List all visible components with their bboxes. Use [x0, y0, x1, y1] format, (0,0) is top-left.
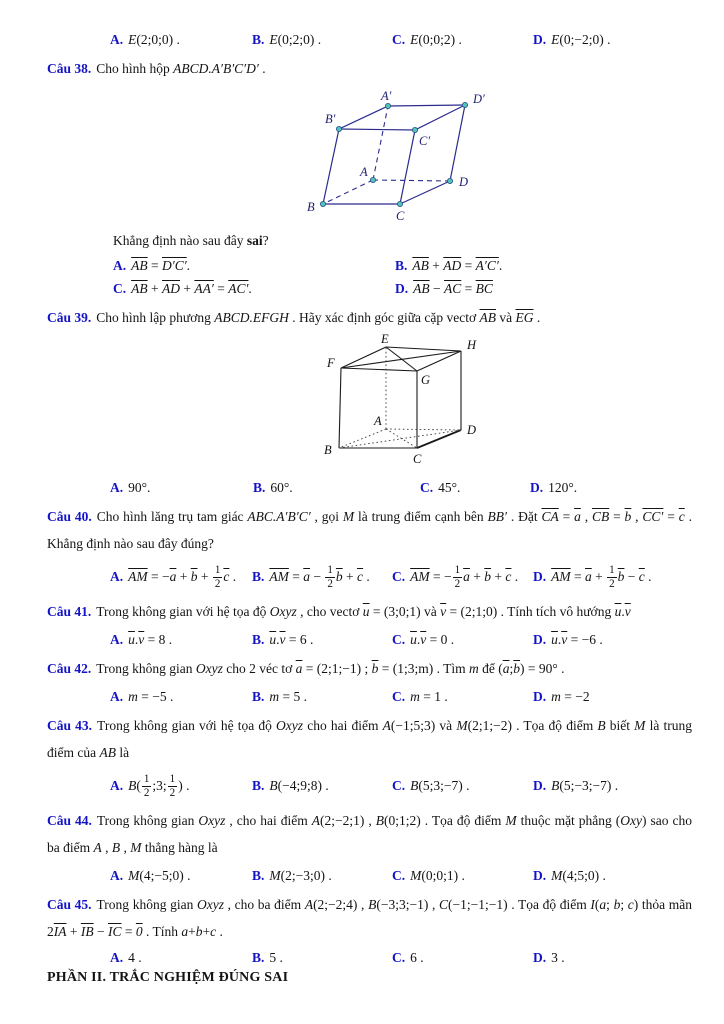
cube-solid-edges — [339, 347, 461, 448]
question-40-options — [110, 564, 692, 590]
question-44 — [47, 807, 692, 861]
question-41 — [47, 598, 692, 625]
option-c — [392, 864, 533, 888]
option-b — [252, 777, 392, 796]
question-43-label: Câu 43. — [47, 718, 93, 734]
option-letter: A. — [110, 777, 124, 793]
option-b — [252, 564, 392, 590]
option-b — [252, 628, 392, 652]
option-letter: B. — [395, 258, 408, 274]
option-letter: B. — [252, 568, 265, 584]
option-d — [533, 777, 692, 796]
option-c — [392, 564, 533, 590]
option-letter: C. — [420, 480, 434, 496]
question-41-text: Trong không gian với hệ tọa độ Oxyz , cho vectơ $\overline{u}$ = (3;0;1) và $\overline{v}$ = (2;1;0) . Tính tích vô hướng $\overline{u}.\overline{v}$ — [96, 603, 631, 619]
option-letter: C. — [392, 689, 406, 705]
option-value: $\overline{AM} = -\overline{a} + \overline{b}$ + $\frac{1}{2}$ $\overline{c}$ . — [128, 564, 237, 591]
question-38-options-row2 — [113, 278, 692, 301]
vertex-label-f: F — [327, 356, 335, 371]
option-letter: D. — [533, 631, 547, 647]
option-value: B(−4;9;8) . — [269, 778, 329, 794]
option-letter: B. — [252, 689, 265, 705]
option-c — [392, 777, 533, 796]
option-value: E(0;0;2) . — [410, 32, 462, 47]
option-letter: B. — [253, 480, 266, 496]
option-a — [110, 628, 252, 652]
question-43-text: Trong không gian với hệ tọa độ Oxyz cho hai điểm A(−1;5;3) và M(2;1;−2) . Tọa độ điểm B biết M là trung điểm của AB là — [47, 718, 692, 761]
option-value: $\overline{u}.\overline{v} = -6$ . — [551, 631, 603, 647]
vertex-label-g: G — [421, 373, 431, 388]
option-value: $\overline{AB} = D'C'$. — [131, 258, 191, 274]
option-d — [533, 948, 692, 968]
answer-row-e — [110, 28, 692, 52]
option-value: m = 5 . — [269, 689, 308, 705]
parallelepiped-solid-edges — [323, 105, 465, 204]
option-value: B( $\frac{1}{2}$ ;3; $\frac{1}{2}$ ) . — [128, 773, 190, 800]
vertex-label-a: A — [374, 414, 382, 429]
question-38-label: Câu 38. — [47, 61, 92, 77]
option-letter: C. — [392, 778, 406, 794]
option-letter: A. — [110, 480, 124, 496]
question-38-subtext: Khẳng định nào sau đây sai? — [113, 233, 269, 249]
option-b — [252, 948, 392, 968]
option-value: $\overline{AM} = \overline{a}$ + $\frac{1}{2}$ $\overline{b} - \overline{c}$ . — [551, 564, 652, 591]
option-letter: C. — [392, 631, 406, 647]
option-c — [392, 948, 533, 968]
option-letter: C. — [392, 568, 406, 584]
option-letter: A. — [113, 258, 127, 274]
option-b — [253, 476, 420, 500]
option-letter: D. — [533, 32, 547, 47]
option-c — [113, 278, 395, 301]
vertex-label-c: C — [396, 209, 405, 224]
option-d — [533, 564, 692, 590]
option-letter: D. — [533, 950, 547, 966]
question-38-options-row1 — [113, 255, 692, 278]
option-value: $\overline{u}.\overline{v} = 0$ . — [410, 631, 455, 647]
option-value: $\overline{AB} - \overline{AC} = \overline{BC}$ — [413, 281, 493, 297]
option-letter: A. — [110, 568, 124, 584]
question-40 — [47, 503, 692, 557]
option-letter: A. — [110, 32, 124, 47]
option-d — [395, 278, 692, 301]
question-44-text: Trong không gian Oxyz , cho hai điểm A(2;−2;1) , B(0;1;2) . Tọa độ điểm M thuộc mặt phẳng (Oxy) sao cho ba điểm A , B , M thẳng hàng là — [47, 812, 693, 855]
question-43 — [47, 712, 692, 766]
option-value: E(0;2;0) . — [269, 32, 322, 47]
option-letter: A. — [110, 950, 124, 966]
option-value: 6 . — [410, 950, 424, 966]
option-value: M(4;5;0) . — [551, 867, 606, 883]
option-letter: B. — [252, 867, 265, 883]
option-value: $\overline{u}.\overline{v} = 6$ . — [269, 631, 314, 647]
option-value: 45°. — [438, 480, 461, 496]
option-d — [533, 864, 692, 888]
option-a — [110, 773, 252, 799]
vertex-label-d: D — [467, 423, 477, 438]
vertex-label-c: C — [413, 452, 422, 467]
figure-parallelepiped — [303, 90, 501, 224]
parallelepiped-vertex-dots — [320, 103, 467, 207]
option-value: $\overline{u}.\overline{v} = 8$ . — [128, 631, 173, 647]
figure-cube-wrap — [315, 334, 692, 474]
option-value: m = 1 . — [410, 689, 448, 705]
figure-cube — [315, 334, 487, 470]
question-38 — [47, 55, 692, 82]
option-b — [252, 864, 392, 888]
question-41-options — [110, 628, 692, 652]
vertex-label-d: D — [459, 175, 469, 190]
option-b — [395, 255, 692, 278]
question-45 — [47, 891, 692, 945]
question-42-text: Trong không gian Oxyz cho 2 véc tơ $\overline{a}$ = (2;1;−1) ; $\overline{b}$ = (1;3;m) . Tìm m để $(\overline{a};\overline{b}) = 90^\circ$ . — [96, 661, 565, 677]
option-letter: B. — [252, 631, 265, 647]
option-a — [110, 864, 252, 888]
question-43-options — [110, 773, 692, 799]
option-letter: A. — [110, 867, 124, 883]
vertex-label-d-prime: D′ — [473, 92, 485, 107]
option-letter: C. — [392, 950, 406, 966]
option-c — [392, 628, 533, 652]
question-39-label: Câu 39. — [47, 310, 92, 326]
vertex-label-c-prime: C′ — [419, 134, 431, 149]
vertex-label-e: E — [381, 334, 389, 347]
option-a — [110, 564, 252, 590]
vertex-label-a: A — [360, 165, 368, 180]
option-value: 90°. — [128, 480, 151, 496]
option-b — [252, 685, 392, 709]
option-letter: D. — [530, 480, 544, 496]
vertex-label-h: H — [467, 338, 477, 353]
option-b — [252, 28, 392, 52]
question-42-options — [110, 685, 692, 709]
question-42 — [47, 655, 692, 682]
question-40-text: Cho hình lăng trụ tam giác ABC.A′B′C′ , gọi M là trung điểm cạnh bên BB′ . Đặt $\overline{CA} = \overline{a}$ , $\overline{CB} = \overline{b}$ , $CC' = \overline{c}$ . Khẳng định nào sau đây đúng? — [47, 509, 692, 552]
option-a — [110, 948, 252, 968]
question-39-text: Cho hình lập phương ABCD.EFGH . Hãy xác định góc giữa cặp vectơ $\overline{AB}$ và $\overline{EG}$ . — [96, 310, 541, 326]
option-value: $\overline{AM} = \overline{a}$ − $\frac{1}{2}$ $\overline{b} + \overline{c}$ . — [269, 564, 370, 591]
option-value: m = −2 — [551, 689, 590, 705]
question-40-label: Câu 40. — [47, 509, 92, 525]
option-value: M(0;0;1) . — [410, 867, 465, 883]
question-42-label: Câu 42. — [47, 661, 92, 677]
question-39 — [47, 304, 692, 331]
option-a — [113, 255, 395, 278]
option-letter: A. — [110, 689, 124, 705]
vertex-label-b: B — [324, 443, 332, 458]
option-value: 3 . — [551, 950, 565, 966]
option-a — [110, 28, 252, 52]
option-value: $\overline{AB} + \overline{AD} + AA' = AC'$. — [131, 281, 252, 297]
option-letter: D. — [533, 867, 547, 883]
cube-edge-cd — [417, 430, 461, 448]
option-d — [530, 476, 692, 500]
option-letter: D. — [533, 689, 547, 705]
option-value: B(5;3;−7) . — [410, 778, 470, 794]
option-value: M(4;−5;0) . — [128, 867, 191, 883]
question-45-label: Câu 45. — [47, 897, 92, 913]
question-41-label: Câu 41. — [47, 603, 92, 619]
option-letter: D. — [395, 281, 409, 297]
question-38-text: Cho hình hộp ABCD.A′B′C′D′ . — [96, 61, 266, 77]
option-value: 5 . — [269, 950, 283, 966]
option-letter: C. — [392, 867, 406, 883]
option-d — [533, 628, 692, 652]
option-value: $\overline{AM}$ = − $\frac{1}{2}$ $\overline{a} + \overline{b} + \overline{c}$ . — [410, 564, 519, 591]
option-value: m = −5 . — [128, 689, 174, 705]
option-value: E(0;−2;0) . — [551, 32, 611, 47]
option-letter: B. — [252, 950, 265, 966]
question-44-label: Câu 44. — [47, 812, 92, 828]
cube-hidden-edges — [339, 347, 461, 448]
option-letter: C. — [113, 281, 127, 297]
question-44-options — [110, 864, 692, 888]
option-c — [392, 28, 533, 52]
option-d — [533, 28, 692, 52]
option-value: $\overline{AB} + \overline{AD} = A'C'$. — [412, 258, 503, 274]
figure-parallelepiped-wrap — [303, 90, 692, 228]
section-2-heading: PHẦN II. TRẮC NGHIỆM ĐÚNG SAI — [47, 970, 289, 986]
option-value: 120°. — [548, 480, 578, 496]
option-c — [392, 685, 533, 709]
option-value: B(5;−3;−7) . — [551, 778, 619, 794]
option-value: 4 . — [128, 950, 142, 966]
option-letter: C. — [392, 32, 406, 47]
option-letter: D. — [533, 778, 547, 794]
option-letter: B. — [252, 32, 265, 47]
option-value: M(2;−3;0) . — [269, 867, 332, 883]
vertex-label-b-prime: B′ — [325, 112, 336, 127]
option-value: E(2;0;0) . — [128, 32, 180, 47]
question-45-text: Trong không gian Oxyz , cho ba điểm A(2;−2;4) , B(−3;3;−1) , C(−1;−1;−1) . Tọa độ điểm I(a; b; c) thỏa mãn $2\overline{IA} + \overline{IB} - \overline{IC} = 0$ . Tính a+b+c . — [47, 897, 693, 940]
option-d — [533, 685, 692, 709]
option-a — [110, 685, 252, 709]
vertex-label-b: B — [307, 200, 315, 215]
option-letter: A. — [110, 631, 124, 647]
option-letter: B. — [252, 778, 265, 794]
question-39-options — [110, 476, 692, 500]
option-letter: D. — [533, 568, 547, 584]
option-value: 60°. — [270, 480, 293, 496]
option-a — [110, 476, 253, 500]
vertex-label-a-prime: A′ — [381, 90, 392, 104]
question-45-options — [110, 948, 692, 968]
option-c — [420, 476, 530, 500]
